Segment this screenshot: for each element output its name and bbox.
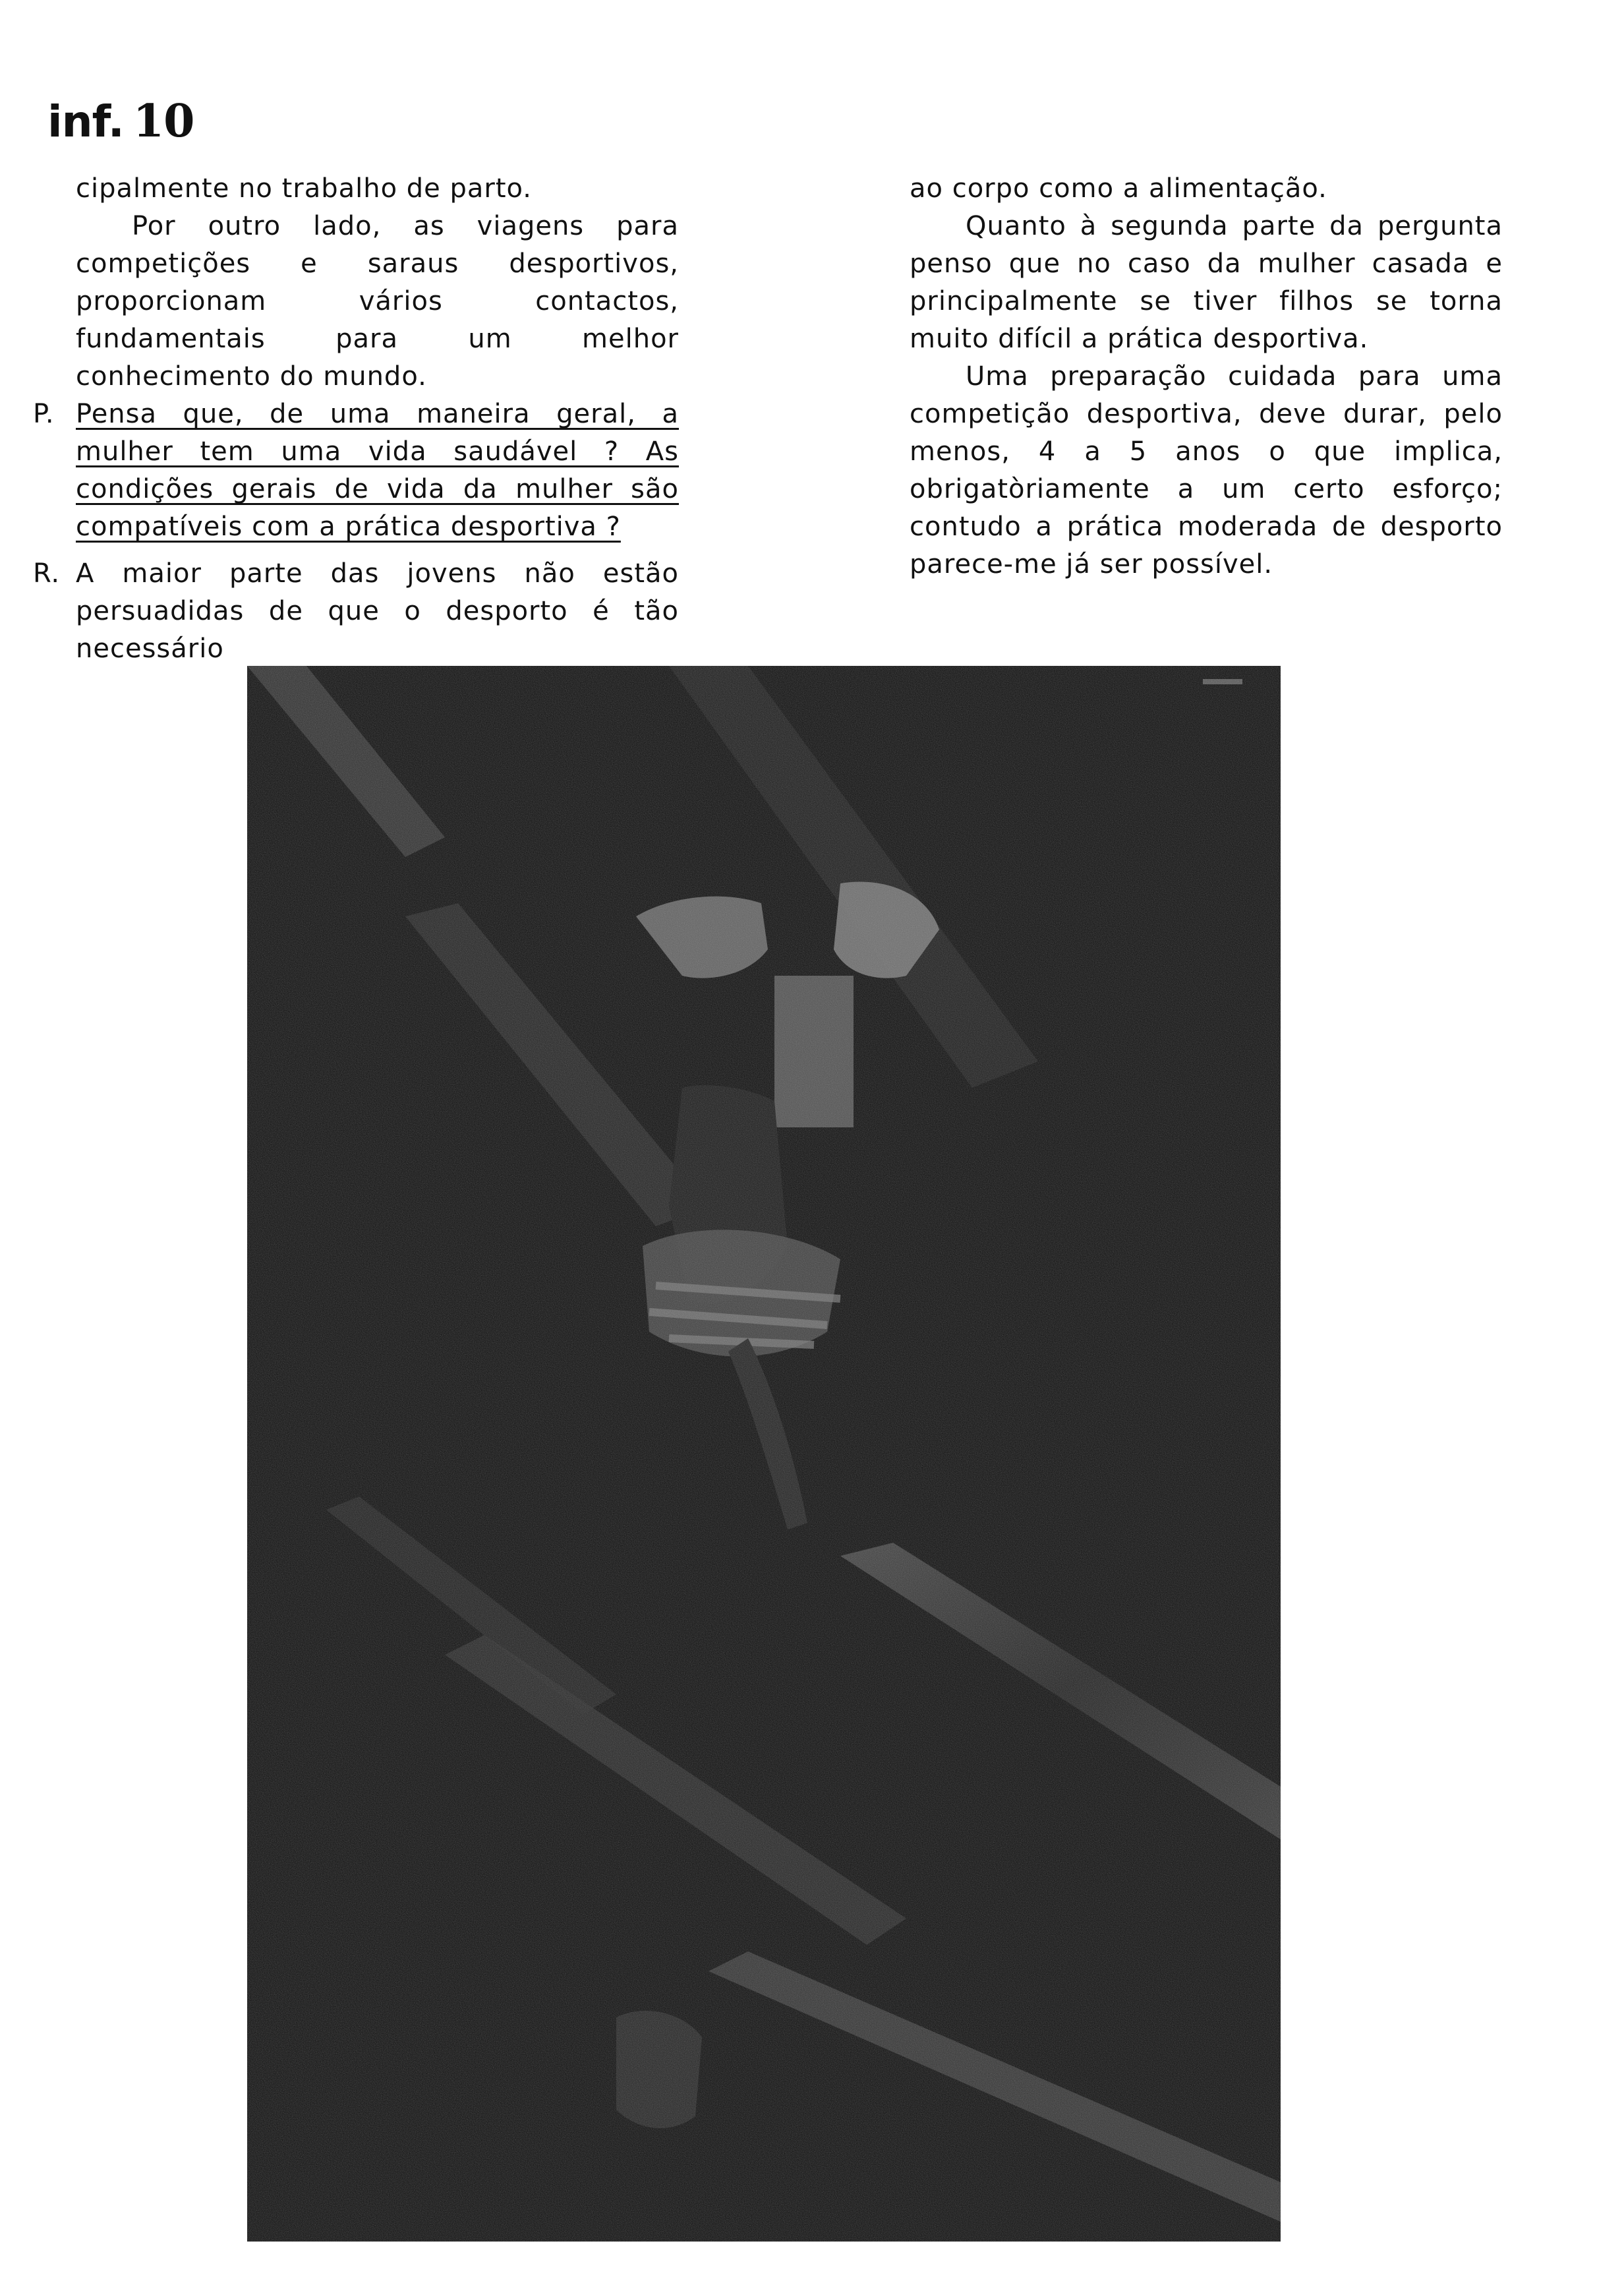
left-paragraph-2: Por outro lado, as viagens para competições e saraus desportivos, proporcionam vários contactos, fundamentais para um melhor conhecimento do mundo. xyxy=(76,211,679,392)
question-marker: P. xyxy=(33,399,55,429)
answer-text: A maior parte das jovens não estão persuadidas de que o desporto é tão necessário xyxy=(76,558,679,664)
gymnast-photo xyxy=(247,666,1281,2242)
right-paragraph-3: Uma preparação cuidada para uma competição desportiva, deve durar, pelo menos, 4 a 5 anos o que implica, obrigatòriamente a um certo esforço; contudo a prática moderada de desporto parece-me já ser possível. xyxy=(910,361,1503,580)
magazine-logo xyxy=(47,95,194,148)
left-column xyxy=(33,170,679,668)
answer-marker: R. xyxy=(33,558,61,589)
logo-text: inf. xyxy=(47,96,124,147)
right-column xyxy=(910,170,1503,583)
issue-number: 10 xyxy=(132,95,194,148)
photo-illustration xyxy=(247,666,1281,2242)
answer-block xyxy=(33,555,679,668)
question-text: Pensa que, de uma maneira geral, a mulher tem uma vida saudável ? As condições gerais de vida da mulher são compatíveis com a prática desportiva ? xyxy=(76,399,679,542)
left-paragraph-1: cipalmente no trabalho de parto. xyxy=(76,173,533,204)
right-paragraph-2: Quanto à segunda parte da pergunta penso que no caso da mulher casada e principalmente se tiver filhos se torna muito difícil a prática desportiva. xyxy=(910,211,1503,354)
right-paragraph-1: ao corpo como a alimentação. xyxy=(910,173,1327,204)
question-block xyxy=(33,396,679,546)
